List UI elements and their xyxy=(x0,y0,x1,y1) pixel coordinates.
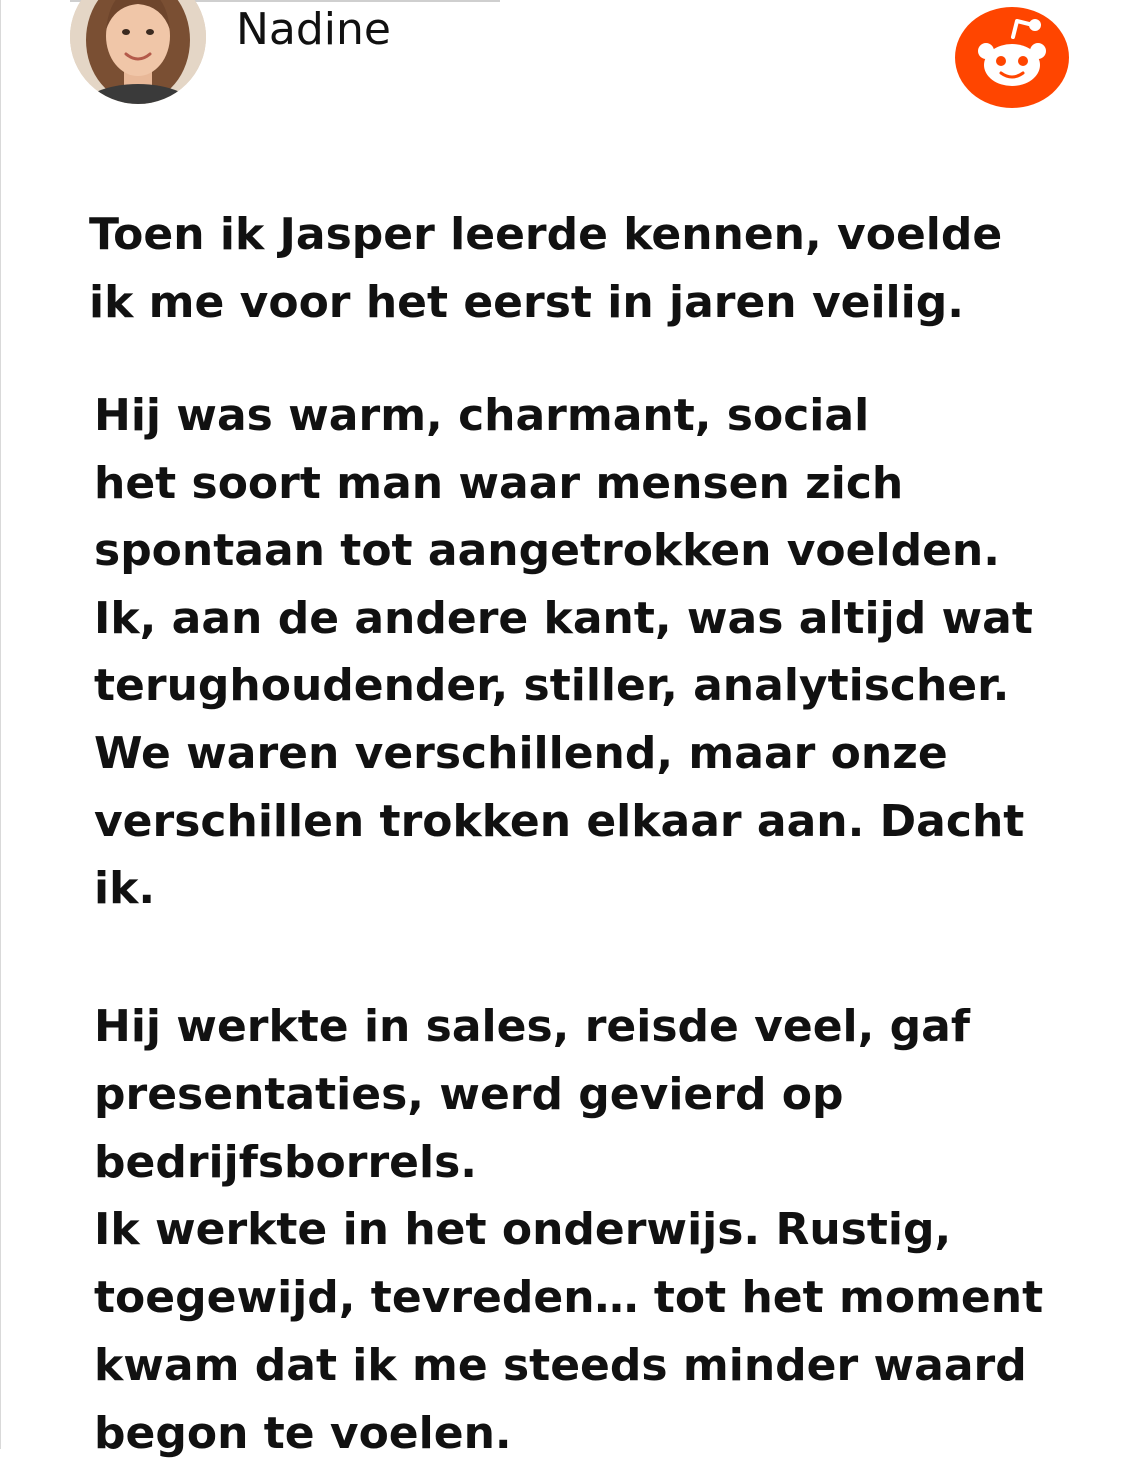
post-paragraph-1: Toen ik Jasper leerde kennen, voelde ik me voor het eerst in jaren veilig. xyxy=(89,209,1003,328)
avatar-portrait xyxy=(70,0,206,104)
left-border xyxy=(0,0,1,1449)
username[interactable]: Nadine xyxy=(236,4,391,55)
post-paragraph-2: Hij was warm, charmant, social het soort man waar mensen zich spontaan tot aangetrokken voelden. Ik, aan de andere kant, was altijd wat terughoudender, stiller, analytischer. We waren verschillend, maar onze verschillen trokken elkaar aan. Dacht ik. xyxy=(94,390,1033,915)
avatar[interactable] xyxy=(70,0,206,104)
post-paragraph-3: Hij werkte in sales, reisde veel, gaf presentaties, werd gevierd op bedrijfsborrels. Ik werkte in het onderwijs. Rustig, toegewijd, tevreden… tot het moment kwam dat ik me steeds minder waard begon te voelen. xyxy=(94,1001,1044,1459)
reddit-logo-icon[interactable] xyxy=(955,7,1069,108)
